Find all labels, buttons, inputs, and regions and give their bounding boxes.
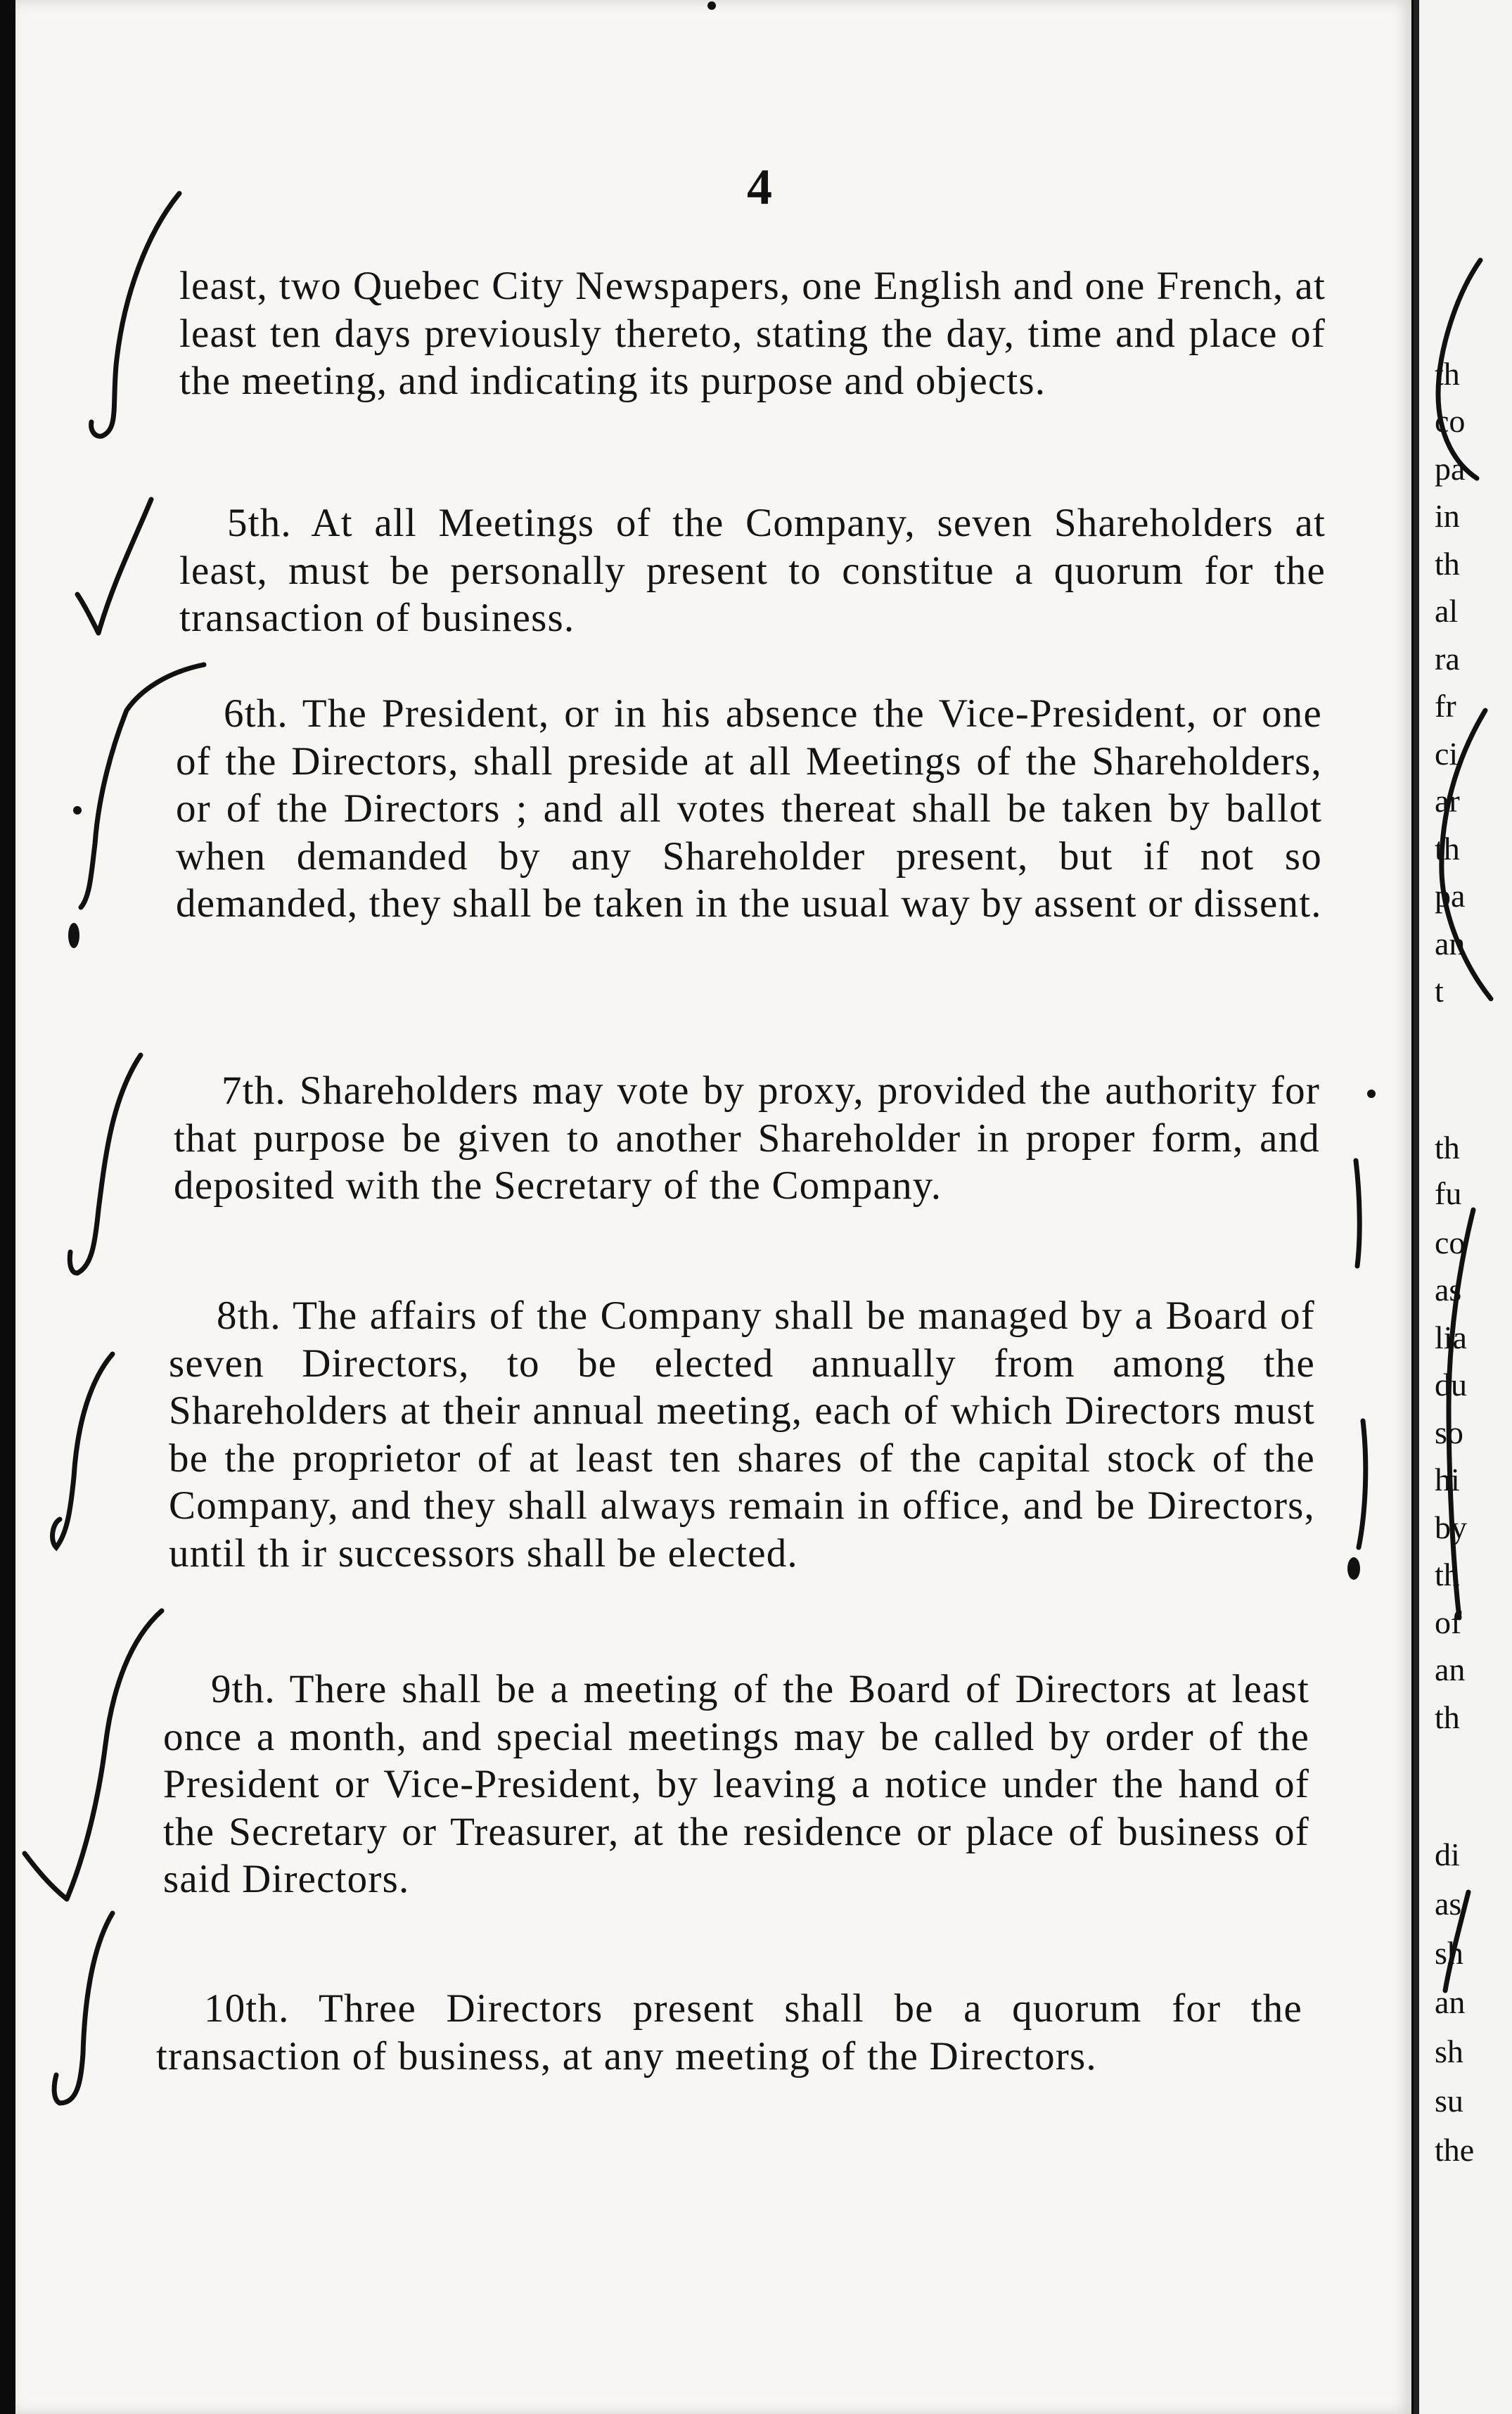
next-page-fragment: an [1435, 1652, 1466, 1687]
paragraph-article-7: 7th. Shareholders may vote by proxy, provided the authority for that purpose be given to another Shareholder in proper form, and deposited with the Secretary of the Company. [174, 1068, 1320, 1208]
next-page-fragment: hi [1435, 1462, 1460, 1497]
next-page-fragment: an [1435, 1984, 1466, 2020]
next-page-fragment: of [1435, 1604, 1462, 1640]
next-page-fragment: al [1435, 593, 1459, 629]
next-page-fragment: co [1435, 1225, 1466, 1260]
next-page-fragment: sh [1435, 1935, 1463, 1971]
next-page-fragment: pa [1435, 878, 1466, 914]
next-page-fragment: as [1435, 1272, 1462, 1308]
paragraph-continuation: least, two Quebec City Newspapers, one English and one French, at least ten days previously thereto, stating the day, time and place of the meeting, and indicating its purpose and objects. [179, 264, 1326, 403]
next-page-fragment: th [1435, 1557, 1460, 1592]
next-page-fragment: th [1435, 356, 1460, 392]
adjacent-page-edge [1414, 0, 1512, 2414]
next-page-fragment: lia [1435, 1320, 1467, 1355]
next-page-fragment: fr [1435, 688, 1456, 724]
paragraph-article-10: 10th. Three Directors present shall be a quorum for the transaction of business, at any meeting of the Directors. [156, 1986, 1302, 2078]
next-page-fragment: di [1435, 1837, 1460, 1872]
next-page-fragment: sh [1435, 2033, 1463, 2069]
page-number: 4 [747, 159, 772, 215]
next-page-fragment: by [1435, 1509, 1467, 1545]
next-page-fragment: so [1435, 1414, 1463, 1450]
next-page-fragment: ra [1435, 641, 1460, 677]
next-page-fragment: du [1435, 1367, 1467, 1403]
next-page-fragment: ar [1435, 783, 1460, 819]
next-page-fragment: th [1435, 546, 1460, 582]
next-page-fragment: fu [1435, 1175, 1462, 1211]
next-page-fragment: an [1435, 926, 1466, 962]
paragraph-article-6: 6th. The President, or in his absence the Vice-President, or one of the Directors, shall preside at all Meetings of the Shareholders, or of the Directors ; and all votes thereat shall be taken by ballot when demanded by any Shareholder present, but if not so demanded, they shall be taken in the usual way by assent or dissent. [176, 691, 1322, 926]
next-page-fragment: in [1435, 498, 1460, 534]
next-page-fragment: as [1435, 1886, 1462, 1922]
next-page-fragment: th [1435, 1130, 1460, 1166]
next-page-fragment: the [1435, 2132, 1475, 2168]
next-page-fragment: th [1435, 831, 1460, 867]
paragraph-article-8: 8th. The affairs of the Company shall be managed by a Board of seven Directors, to be elected annually from among the Shareholders at their annual meeting, each of which Directors must be the proprietor of at least ten shares of the capital stock of the Company, and they shall always remain in office, and be Directors, until th ir successors shall be elected. [169, 1294, 1315, 1576]
next-page-fragment: t [1435, 973, 1444, 1009]
next-page-fragment: su [1435, 2083, 1463, 2119]
next-page-fragment: co [1435, 403, 1466, 439]
next-page-fragment: th [1435, 1699, 1460, 1735]
next-page-fragment: ci [1435, 736, 1459, 772]
next-page-fragment: pa [1435, 451, 1466, 487]
paragraph-article-9: 9th. There shall be a meeting of the Board of Directors at least once a month, and special meetings may be called by order of the President or Vice-President, by leaving a notice under the hand of the Secretary or Treasurer, at the residence or place of business of said Directors. [163, 1667, 1309, 1901]
paragraph-article-5: 5th. At all Meetings of the Company, seven Shareholders at least, must be personally present to constitue a quorum for the transaction of business. [179, 501, 1326, 640]
book-page [15, 0, 1411, 2414]
